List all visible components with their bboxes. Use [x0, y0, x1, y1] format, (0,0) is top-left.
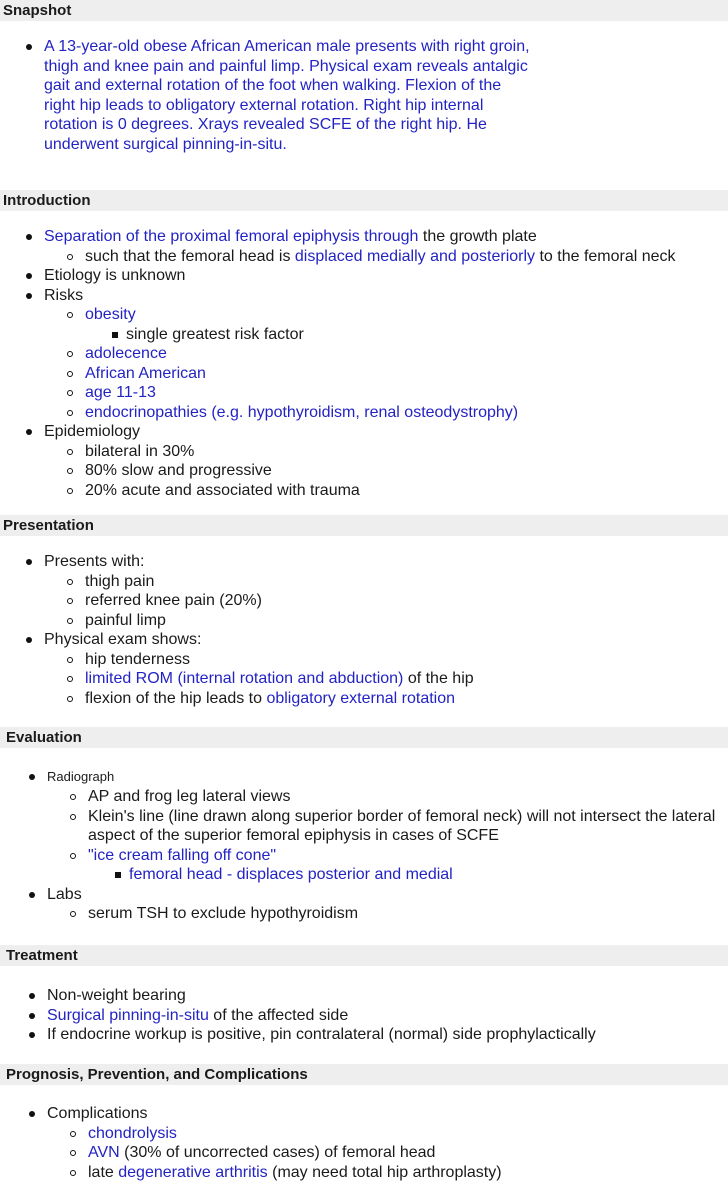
pinning-link[interactable]: Surgical pinning-in-situ [47, 1006, 209, 1024]
list-item-epidemiology: Epidemiology [44, 423, 141, 440]
list-item-thigh-pain: thigh pain [85, 572, 155, 590]
list-item-pinning [47, 1006, 348, 1026]
bullet-square [112, 332, 118, 338]
bullet-circle [67, 254, 73, 260]
ice-cream-link[interactable]: "ice cream falling off cone" [88, 846, 277, 864]
bullet-circle [67, 676, 73, 682]
list-item-such-that [85, 247, 676, 267]
endocrinopathies-link[interactable]: endocrinopathies (e.g. hypothyroidism, renal osteodystrophy) [85, 403, 519, 421]
list-item-etiology: Etiology is unknown [44, 267, 186, 284]
list-item-complications: Complications [47, 1105, 148, 1122]
list-item-endocrine: If endocrine workup is positive, pin contralateral (normal) side prophylactically [47, 1026, 596, 1043]
degenerative-arthritis-link[interactable]: degenerative arthritis [118, 1163, 268, 1181]
pinning-text: of the affected side [208, 1006, 349, 1024]
bullet-circle [67, 696, 73, 702]
list-item-slow: 80% slow and progressive [85, 462, 272, 479]
bullet-disc [29, 993, 35, 999]
snapshot-line: rotation is 0 degrees. Xrays revealed SCFE of the right hip. He [44, 116, 487, 133]
list-item-greatest-risk: single greatest risk factor [126, 325, 304, 343]
chondrolysis-link[interactable]: chondrolysis [88, 1124, 177, 1142]
bullet-circle [67, 579, 73, 585]
list-item-acute: 20% acute and associated with trauma [85, 481, 360, 499]
bullet-circle [67, 390, 73, 396]
bullet-circle [70, 794, 76, 800]
bullet-circle [70, 1150, 76, 1156]
bullet-circle [67, 468, 73, 474]
rom-link[interactable]: limited ROM (internal rotation and abduction) [85, 670, 404, 687]
bullet-circle [70, 1131, 76, 1137]
bullet-circle [70, 911, 76, 917]
displaced-link[interactable]: displaced medially and posteriorly [294, 247, 536, 265]
list-item-non-weight: Non-weight bearing [47, 987, 186, 1004]
bullet-disc [26, 293, 32, 299]
bullet-circle [67, 598, 73, 604]
such-that-post: to the femoral neck [535, 247, 676, 265]
snapshot-line: gait and external rotation of the foot when walking. Flexion of the [44, 77, 502, 94]
list-item-avn [88, 1143, 435, 1163]
bullet-circle [70, 1170, 76, 1176]
section-header-treatment: Treatment [0, 945, 728, 966]
bullet-disc [29, 1032, 35, 1038]
age-link[interactable]: age 11-13 [85, 384, 156, 401]
list-item-arthritis [88, 1163, 502, 1183]
list-item-risks: Risks [44, 286, 84, 304]
separation-link[interactable]: Separation of the proximal femoral epiphysis through [44, 228, 419, 245]
bullet-circle [67, 312, 73, 318]
arthritis-pre: late [88, 1163, 119, 1181]
section-header-evaluation: Evaluation [0, 727, 728, 748]
bullet-disc [29, 892, 35, 898]
bullet-circle [70, 853, 76, 859]
rom-text: of the hip [403, 670, 474, 687]
bullet-disc [26, 44, 32, 50]
list-item-labs: Labs [47, 885, 82, 903]
list-item-presents-with: Presents with: [44, 553, 145, 570]
african-american-link[interactable]: African American [85, 364, 206, 382]
separation-text: the growth plate [418, 228, 537, 245]
snapshot-line: underwent surgical pinning-in-situ. [44, 135, 287, 153]
bullet-circle [67, 371, 73, 377]
list-item-klein-line-cont: aspect of the superior femoral epiphysis in cases of SCFE [88, 827, 499, 844]
bullet-disc [29, 1013, 35, 1019]
snapshot-line: A 13-year-old obese African American male presents with right groin, [44, 38, 530, 55]
obligatory-rotation-link[interactable]: obligatory external rotation [266, 689, 456, 707]
such-that-pre: such that the femoral head is [85, 247, 295, 265]
bullet-disc [26, 429, 32, 435]
list-item-separation [44, 227, 537, 247]
bullet-circle [67, 410, 73, 416]
bullet-disc [29, 774, 35, 780]
bullet-disc [26, 234, 32, 240]
bullet-circle [70, 814, 76, 820]
list-item-tenderness: hip tenderness [85, 650, 190, 668]
arthritis-post: (may need total hip arthroplasty) [267, 1163, 502, 1181]
bullet-circle [67, 618, 73, 624]
avn-link[interactable]: AVN [88, 1144, 120, 1161]
snapshot-line: right hip leads to obligatory external rotation. Right hip internal [44, 96, 484, 114]
bullet-circle [67, 657, 73, 663]
bullet-disc [26, 273, 32, 279]
flexion-text: flexion of the hip leads to [85, 689, 267, 707]
list-item-exam-shows: Physical exam shows: [44, 631, 202, 648]
list-item-klein-line: Klein's line (line drawn along superior border of femoral neck) will not intersect the lateral [88, 807, 716, 825]
list-item-limp: painful limp [85, 611, 166, 629]
list-item-flexion [85, 689, 455, 709]
bullet-circle [67, 488, 73, 494]
bullet-disc [26, 559, 32, 565]
section-header-presentation: Presentation [0, 515, 728, 536]
list-item-views: AP and frog leg lateral views [88, 788, 291, 805]
list-item-bilateral: bilateral in 30% [85, 442, 195, 460]
bullet-circle [67, 449, 73, 455]
adolecence-link[interactable]: adolecence [85, 345, 167, 362]
bullet-disc [29, 1111, 35, 1117]
list-item-rom [85, 669, 474, 689]
list-item-knee-pain: referred knee pain (20%) [85, 592, 262, 609]
section-header-introduction: Introduction [0, 190, 728, 211]
section-header-snapshot: Snapshot [0, 0, 728, 21]
avn-text: (30% of uncorrected cases) of femoral head [119, 1144, 436, 1161]
list-item-tsh: serum TSH to exclude hypothyroidism [88, 905, 359, 922]
bullet-square [115, 872, 121, 878]
section-header-prognosis: Prognosis, Prevention, and Complications [0, 1064, 728, 1085]
obesity-link[interactable]: obesity [85, 306, 136, 323]
bullet-circle [67, 351, 73, 357]
bullet-disc [26, 637, 32, 643]
femoral-head-link[interactable]: femoral head - displaces posterior and medial [129, 866, 453, 883]
list-item-radiograph: Radiograph [47, 769, 115, 784]
snapshot-line: thigh and knee pain and painful limp. Physical exam reveals antalgic [44, 57, 528, 75]
